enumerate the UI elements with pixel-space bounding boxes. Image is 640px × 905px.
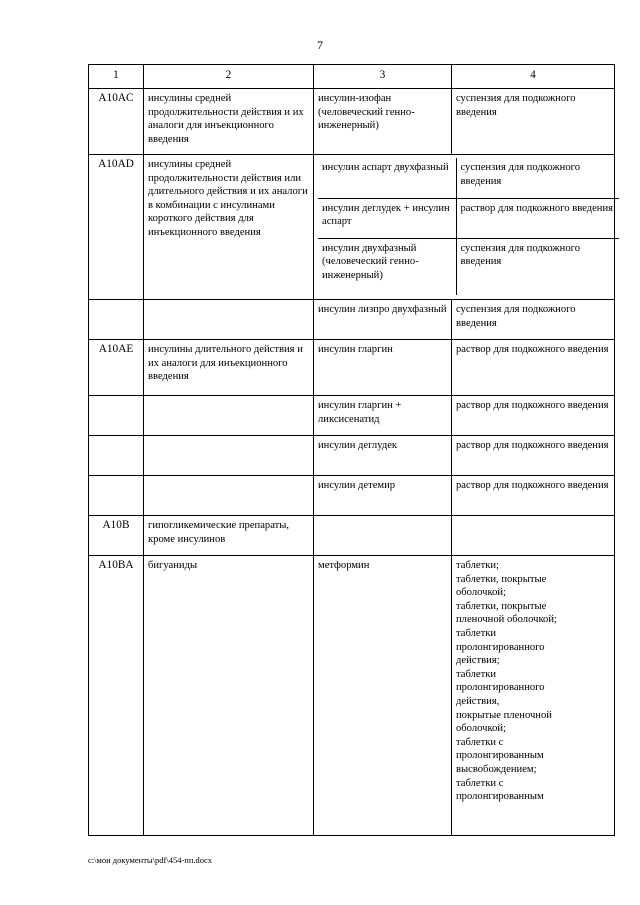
table-row bbox=[89, 396, 615, 436]
dosage-form-line: оболочкой; bbox=[456, 723, 506, 735]
atc-code bbox=[89, 396, 144, 436]
atc-group bbox=[144, 476, 314, 516]
drug-name bbox=[314, 516, 452, 556]
atc-group: инсулины длительного действия и их аналоги для инъекционного введения bbox=[144, 340, 314, 396]
header-col-1: 1 bbox=[89, 65, 144, 89]
drug-name: метформин bbox=[314, 556, 452, 836]
atc-code bbox=[89, 300, 144, 340]
drug-subrows bbox=[314, 155, 615, 300]
drug-name: инсулин деглудек bbox=[314, 436, 452, 476]
dosage-form-line: оболочкой; bbox=[456, 587, 506, 599]
dosage-form-line: пленочной оболочкой; bbox=[456, 614, 557, 626]
atc-code: A10AC bbox=[89, 89, 144, 155]
atc-group bbox=[144, 300, 314, 340]
dosage-form: суспензия для подкожного введения bbox=[452, 300, 615, 340]
atc-code: A10AD bbox=[89, 155, 144, 300]
drug-name: инсулин аспарт двухфазный bbox=[318, 158, 456, 198]
table-row bbox=[89, 300, 615, 340]
dosage-form: раствор для подкожного введения bbox=[452, 340, 615, 396]
drug-name: инсулин гларгин + ликсисенатид bbox=[314, 396, 452, 436]
table-row bbox=[89, 155, 615, 300]
atc-group: бигуаниды bbox=[144, 556, 314, 836]
dosage-form: суспензия для подкожного введения bbox=[452, 89, 615, 155]
dosage-form: раствор для подкожного введения bbox=[452, 476, 615, 516]
dosage-form-line: пролонгированным bbox=[456, 791, 544, 803]
atc-group: инсулины средней продолжительности действия или длительного действия и их аналоги в комбинации с инсулинами короткого действия для инъекционного введения bbox=[144, 155, 314, 300]
dosage-form-line: таблетки, покрытые bbox=[456, 573, 547, 585]
dosage-form: суспензия для подкожного введения bbox=[460, 162, 581, 187]
table-row bbox=[89, 89, 615, 155]
atc-group: инсулины средней продолжительности действия и их аналоги для инъекционного введения bbox=[144, 89, 314, 155]
dosage-form-line: высвобождением; bbox=[456, 763, 537, 775]
table-subrow bbox=[318, 238, 619, 295]
dosage-form-line: действия, bbox=[456, 695, 500, 707]
dosage-form: раствор для подкожного введения bbox=[452, 396, 615, 436]
dosage-form-line: действия; bbox=[456, 655, 500, 667]
dosage-form-line: таблетки bbox=[456, 627, 497, 639]
header-col-4: 4 bbox=[452, 65, 615, 89]
dosage-form: раствор для подкожного введения bbox=[452, 436, 615, 476]
table-row bbox=[89, 516, 615, 556]
header-col-3: 3 bbox=[314, 65, 452, 89]
table-row bbox=[89, 556, 615, 836]
page-number: 7 bbox=[317, 38, 323, 52]
dosage-form-line: пролонгированным bbox=[456, 750, 544, 762]
atc-code bbox=[89, 436, 144, 476]
dosage-form-line: таблетки с bbox=[456, 736, 504, 748]
table-subrow bbox=[318, 198, 619, 238]
atc-code: A10AE bbox=[89, 340, 144, 396]
drug-name: инсулин детемир bbox=[314, 476, 452, 516]
dosage-form-line: покрытые пленочной bbox=[456, 709, 552, 721]
dosage-form-line: таблетки с bbox=[456, 777, 504, 789]
atc-code: A10BA bbox=[89, 556, 144, 836]
atc-code bbox=[89, 476, 144, 516]
dosage-form: раствор для подкожного введения bbox=[456, 198, 619, 238]
file-path-footer: c:\мои документы\pdf\454-пп.docx bbox=[88, 855, 213, 865]
header-col-2: 2 bbox=[144, 65, 314, 89]
atc-group bbox=[144, 436, 314, 476]
atc-group: гипогликемические препараты, кроме инсулинов bbox=[144, 516, 314, 556]
dosage-form-line: таблетки; bbox=[456, 560, 499, 571]
dosage-form: суспензия для подкожного введения bbox=[456, 238, 619, 295]
table-row bbox=[89, 436, 615, 476]
dosage-form-line: таблетки bbox=[456, 668, 497, 680]
atc-group bbox=[144, 396, 314, 436]
dosage-form-line: пролонгированного bbox=[456, 641, 545, 653]
table-row bbox=[89, 340, 615, 396]
medicines-table bbox=[88, 64, 615, 836]
dosage-form-line: таблетки, покрытые bbox=[456, 600, 547, 612]
table-subrow bbox=[318, 158, 619, 198]
drug-name: инсулин деглудек + инсулин аспарт bbox=[318, 198, 456, 238]
table-header-row bbox=[89, 65, 615, 89]
dosage-form-line: пролонгированного bbox=[456, 682, 545, 694]
dosage-form bbox=[452, 516, 615, 556]
atc-code: A10B bbox=[89, 516, 144, 556]
table-row bbox=[89, 476, 615, 516]
drug-name: инсулин двухфазный (человеческий генно-инженерный) bbox=[318, 238, 456, 295]
dosage-form-list bbox=[452, 556, 615, 836]
drug-name: инсулин гларгин bbox=[314, 340, 452, 396]
drug-name: инсулин-изофан (человеческий генно-инженерный) bbox=[314, 89, 452, 155]
drug-name: инсулин лизпро двухфазный bbox=[314, 300, 452, 340]
